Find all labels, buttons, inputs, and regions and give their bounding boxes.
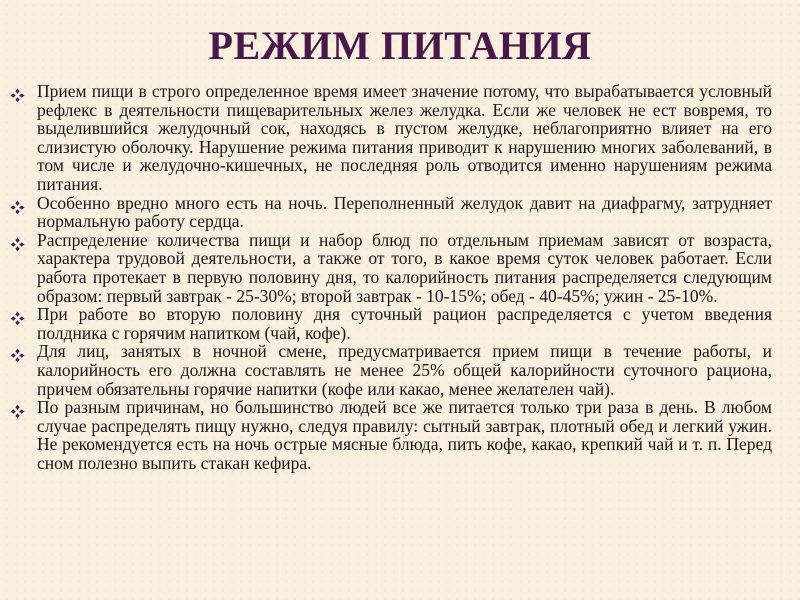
bullet-item (0, 231, 800, 305)
bullet-item (0, 398, 800, 472)
bullet-item (0, 305, 800, 342)
bullet-text: Распределение количества пищи и набор блюд по отдельным приемам зависят от возраста, характера трудовой деятельности, а также от того, в какое время суток человек работает. Если работа протекает в первую половину дня, то калорийность питания распределяется следующим образом: первый завтрак - 25-30%; второй завтрак - 10-15%; обед - 40-45%; ужин - 25-10%. (37, 229, 772, 306)
diamond-bullet-icon (10, 311, 25, 326)
diamond-bullet-icon (10, 404, 25, 419)
slide-title: РЕЖИМ ПИТАНИЯ (208, 23, 592, 68)
bullet-list (0, 82, 800, 472)
bullet-text: При работе во вторую половину дня суточный рацион распределяется с учетом введения полдника с горячим напитком (чай, кофе). (37, 304, 772, 343)
bullet-text: Особенно вредно много есть на ночь. Переполненный желудок давит на диафрагму, затрудняет нормальную работу сердца. (37, 192, 772, 232)
diamond-bullet-icon (10, 237, 25, 252)
diamond-bullet-icon (10, 348, 25, 363)
diamond-bullet-icon (10, 88, 25, 103)
bullet-text: По разным причинам, но большинство людей все же питается только три раза в день. В любом случае распределять пищу нужно, следуя правилу: сытный завтрак, плотный обед и легкий ужин. Не рекомендуется есть на ночь острые мясные блюда, пить кофе, какао, крепкий чай и т. п. Перед сном полезно выпить стакан кефира. (37, 397, 772, 473)
bullet-item (0, 194, 800, 231)
bullet-text: Для лиц, занятых в ночной смене, предусматривается прием пищи в течение работы, и калорийность его должна составлять не менее 25% общей калорийности суточного рациона, причем обязательны горячие напитки (кофе или какао, менее желателен чай). (37, 341, 772, 399)
bullet-text: Прием пищи в строго определенное время имеет значение потому, что вырабатывается условный рефлекс в деятельности пищеварительных желез желудка. Если же человек не ест вовремя, то выделившийся желудочный сок, находясь в пустом желудке, неблагоприятно влияет на его слизистую оболочку. Нарушение режима питания приводит к нарушению многих заболеваний, в том числе и желудочно-кишечных, не последняя роль отводится именно нарушениям режима питания. (37, 81, 772, 194)
diamond-bullet-icon (10, 200, 25, 215)
bullet-item (0, 82, 800, 194)
bullet-item (0, 342, 800, 398)
